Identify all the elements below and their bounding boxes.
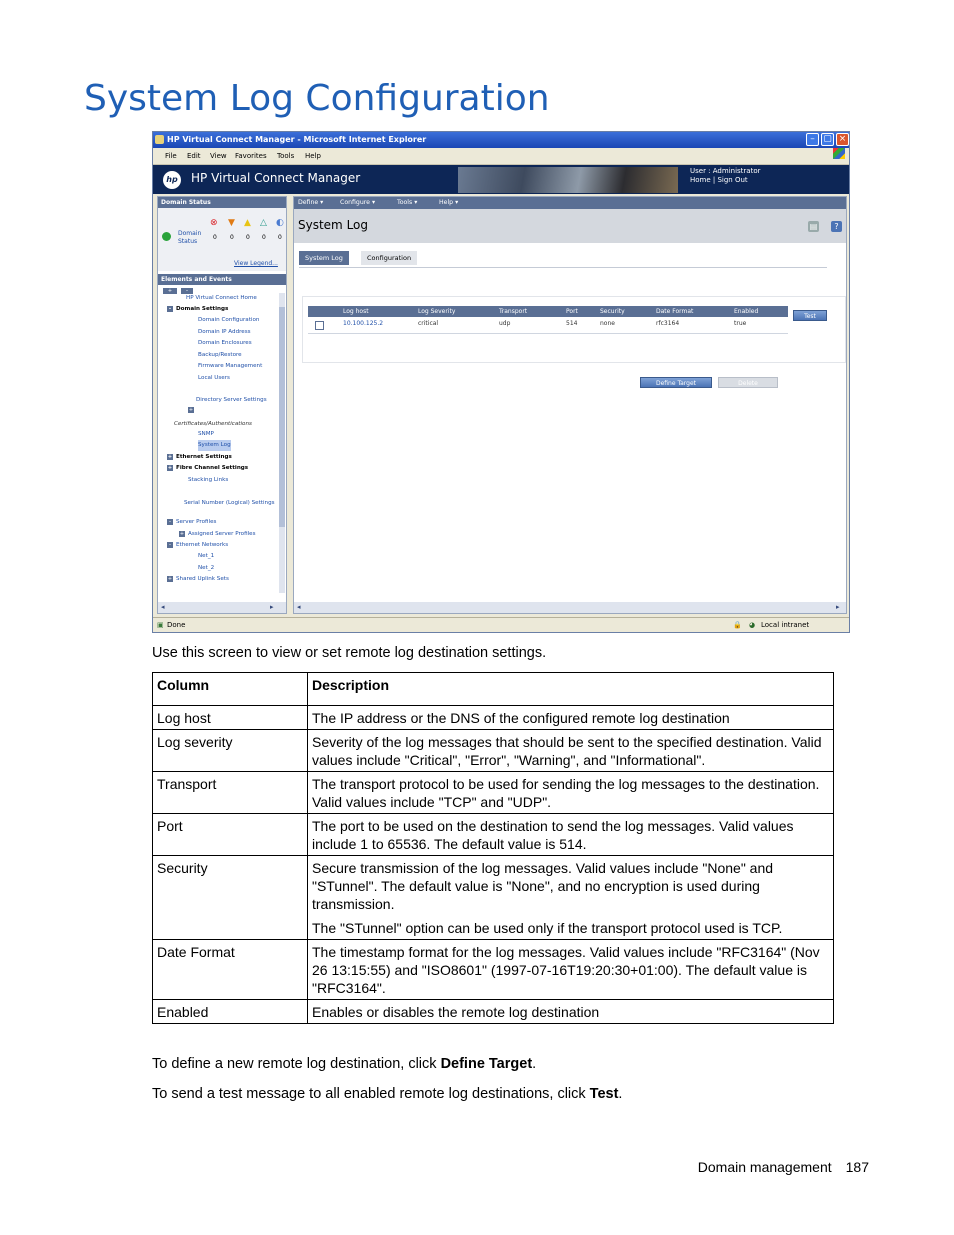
table-row [153, 730, 834, 772]
cell-date-format: rfc3164 [656, 320, 680, 327]
tree-item-label: Serial Number (Logical) Settings [184, 500, 275, 506]
column-name-cell: Transport [153, 772, 308, 814]
tree-item[interactable] [188, 475, 228, 486]
description-note: The "STunnel" option can be used only if the transport protocol used is TCP. [312, 920, 783, 936]
tree-item-label: Local Users [198, 375, 230, 381]
panel-header [294, 209, 846, 243]
tree-item-label: Ethernet Networks [176, 542, 229, 548]
browser-title-bar [153, 132, 849, 148]
grid-header [308, 306, 788, 317]
description-text: Severity of the log messages that should be sent to the specified destination. Valid values include "Critical", "Error", "Warning", and "Informational". [312, 734, 822, 768]
help-icon[interactable]: ? [831, 221, 842, 232]
cell-log-host[interactable]: 10.100.125.2 [343, 320, 384, 327]
header-photo [458, 167, 678, 193]
user-links[interactable]: Home | Sign Out [690, 176, 748, 184]
tree-item-label: Ethernet Settings [176, 454, 232, 460]
collapse-icon[interactable]: – [168, 305, 172, 312]
grid-header-log-host[interactable]: Log host [343, 308, 369, 315]
test-term: Test [589, 1086, 619, 1102]
page-title: System Log Configuration [84, 78, 550, 119]
tree-item-label: Firmware Management [198, 363, 263, 369]
tree-item[interactable] [167, 540, 228, 551]
tree-item[interactable] [167, 304, 228, 315]
user-line: User : Administrator [690, 167, 761, 175]
browser-menu-bar [153, 148, 849, 165]
tree-item-label: Server Profiles [176, 519, 217, 525]
minimize-icon[interactable]: – [806, 133, 819, 146]
tree-item-label: Domain Configuration [198, 317, 260, 323]
table-row [153, 856, 834, 940]
description-text: The transport protocol to be used for sending the log messages to the destination. Valid values include "TCP" and "UDP". [312, 776, 820, 810]
tree-item[interactable] [198, 373, 230, 384]
tree-item-label: Domain IP Address [198, 329, 251, 335]
tree-item[interactable] [198, 551, 214, 562]
panel-title: System Log [298, 218, 368, 232]
grid-header-enabled[interactable]: Enabled [734, 308, 759, 315]
tree-item[interactable] [179, 529, 256, 540]
tree-item-label: Certificates/Authentications [174, 421, 252, 427]
tree-item-label: Domain Settings [176, 306, 229, 312]
tree-item-label: System Log [198, 442, 231, 448]
major-icon: ▼ [228, 218, 235, 228]
description-text: Secure transmission of the log messages. Valid values include "None" and "STunnel". The default value is "None", and no encryption is used during transmission. [312, 860, 774, 912]
tree-item-label: Net_1 [198, 553, 215, 559]
app-header [153, 165, 849, 194]
define-instruction [152, 1056, 536, 1072]
description-cell [308, 1000, 834, 1024]
collapse-icon[interactable]: – [168, 518, 172, 525]
table-body [153, 706, 834, 1024]
table-row [153, 1000, 834, 1024]
tab-system-log[interactable]: System Log [299, 251, 349, 265]
count-major: 0 [230, 234, 234, 241]
expand-icon[interactable]: + [167, 453, 173, 460]
menu-tools[interactable]: Tools [277, 152, 295, 160]
info-icon: ◐ [276, 218, 284, 228]
warning-icon: △ [260, 218, 267, 228]
cell-port: 514 [566, 320, 578, 327]
row-checkbox[interactable] [315, 321, 324, 330]
column-description-table [152, 672, 834, 1024]
table-header-description: Description [308, 673, 834, 706]
elements-events-header[interactable]: Elements and Events [158, 274, 286, 285]
toolbar-define[interactable]: Define ▾ [298, 199, 324, 206]
scroll-left-icon[interactable]: ◂ [297, 603, 301, 611]
cell-transport: udp [499, 320, 511, 327]
description-text: The port to be used on the destination to send the log messages. Valid values include 1 to 65536. The default value is 514. [312, 818, 794, 852]
table-row[interactable] [308, 317, 788, 334]
grid-header-transport[interactable]: Transport [499, 308, 528, 315]
define-text: To define a new remote log destination, click [152, 1056, 441, 1072]
tree-item[interactable] [167, 517, 216, 528]
tree-item-label: HP Virtual Connect Home [186, 295, 257, 301]
count-warning: 0 [262, 234, 266, 241]
column-name-cell: Date Format [153, 940, 308, 1000]
description-text: The timestamp format for the log messages. Valid values include "RFC3164" (Nov 26 13:15:55) and "ISO8601" (1997-07-16T19:20:30+01:00). The default value is "RFC3164". [312, 944, 820, 996]
tree-item[interactable] [198, 563, 214, 574]
cell-log-severity: critical [418, 320, 439, 327]
grid-header-date-format[interactable]: Date Format [656, 308, 694, 315]
tree-item[interactable] [196, 395, 267, 406]
menu-help[interactable]: Help [305, 152, 321, 160]
tree-item-label: Assigned Server Profiles [188, 531, 256, 537]
collapse-all-icon[interactable]: – [181, 288, 193, 294]
cell-security: none [600, 320, 615, 327]
page-done-icon: ▣ [157, 621, 164, 629]
tree-item[interactable] [167, 452, 232, 463]
browser-status-bar [153, 617, 849, 633]
count-info: 0 [278, 234, 282, 241]
table-header-row [153, 673, 834, 706]
expand-icon[interactable]: + [167, 464, 173, 471]
ok-status-icon [162, 232, 171, 241]
tab-configuration[interactable]: Configuration [361, 251, 417, 265]
tree-item[interactable] [184, 498, 275, 509]
expand-icon[interactable]: + [167, 575, 173, 582]
tree-item-label: Net_2 [198, 565, 215, 571]
table-row [153, 940, 834, 1000]
grid-header-port[interactable]: Port [566, 308, 578, 315]
app-name: HP Virtual Connect Manager [191, 171, 361, 185]
column-name-cell: Enabled [153, 1000, 308, 1024]
left-horizontal-scrollbar[interactable] [158, 602, 286, 613]
count-critical: 0 [213, 234, 217, 241]
page-number: 187 [845, 1159, 869, 1175]
navigation-tree [158, 293, 286, 603]
define-suffix: . [532, 1056, 537, 1072]
left-scrollbar-thumb[interactable] [279, 307, 285, 527]
print-icon[interactable]: ▤ [809, 222, 818, 231]
page-footer [698, 1159, 869, 1175]
test-button[interactable]: Test [793, 310, 827, 321]
tree-item[interactable] [167, 574, 229, 585]
status-done: Done [167, 621, 186, 629]
expand-icon[interactable]: + [179, 530, 185, 537]
tree-item[interactable] [198, 327, 251, 338]
toolbar-help[interactable]: Help ▾ [439, 199, 459, 206]
scroll-right-icon[interactable]: ▸ [270, 603, 274, 611]
tree-item[interactable] [198, 429, 214, 440]
toolbar-tools[interactable]: Tools ▾ [397, 199, 418, 206]
cell-enabled: true [734, 320, 747, 327]
tree-item[interactable] [198, 315, 259, 326]
domain-status-area [158, 208, 286, 271]
tree-item-label: Backup/Restore [198, 352, 242, 358]
description-cell [308, 856, 834, 940]
tree-item-label: Domain Enclosures [198, 340, 252, 346]
maximize-icon[interactable]: ▢ [821, 133, 834, 146]
table-header-column: Column [153, 673, 308, 706]
column-name-cell: Log host [153, 706, 308, 730]
define-target-button[interactable]: Define Target [640, 377, 712, 388]
expand-icon[interactable]: + [188, 407, 194, 413]
left-panel [157, 196, 287, 614]
test-instruction [152, 1086, 622, 1102]
domain-status-header[interactable]: Domain Status [158, 197, 286, 208]
description-cell [308, 940, 834, 1000]
menu-view[interactable]: View [210, 152, 227, 160]
browser-window-title: HP Virtual Connect Manager - Microsoft Internet Explorer [167, 135, 427, 144]
tree-item[interactable] [198, 350, 242, 361]
table-row [153, 706, 834, 730]
close-icon[interactable]: × [836, 133, 849, 146]
description-cell [308, 814, 834, 856]
description-cell [308, 730, 834, 772]
user-info [690, 167, 760, 185]
delete-button: Delete [718, 377, 778, 388]
intranet-icon: ◕ [749, 621, 756, 629]
ui-screenshot [152, 131, 850, 633]
table-row [153, 772, 834, 814]
tree-item-label: Shared Uplink Sets [176, 576, 229, 582]
count-minor: 0 [246, 234, 250, 241]
test-suffix: . [618, 1086, 623, 1102]
description-text: The IP address or the DNS of the configured remote log destination [312, 710, 730, 726]
tree-item-label: SNMP [198, 431, 214, 437]
content-horizontal-scrollbar[interactable] [294, 602, 846, 613]
status-zone: Local intranet [761, 621, 810, 629]
tree-item[interactable] [198, 361, 262, 372]
hp-logo-icon: hp [163, 171, 181, 189]
toolbar-configure[interactable]: Configure ▾ [340, 199, 376, 206]
app-toolbar [294, 197, 846, 209]
scroll-left-icon[interactable]: ◂ [161, 603, 165, 611]
tree-item[interactable] [198, 338, 252, 349]
expand-all-icon[interactable]: + [163, 288, 177, 294]
scroll-right-icon[interactable]: ▸ [836, 603, 840, 611]
footer-section: Domain management [697, 1159, 832, 1175]
tree-item-label: Directory Server Settings [196, 397, 267, 403]
grid-header-security[interactable]: Security [600, 308, 625, 315]
description-text: Enables or disables the remote log destination [312, 1004, 600, 1020]
menu-favorites[interactable]: Favorites [235, 152, 267, 160]
minor-icon: ▲ [244, 218, 251, 228]
critical-icon: ⊗ [210, 218, 218, 228]
intro-text: Use this screen to view or set remote log destination settings. [152, 645, 547, 661]
column-name-cell: Port [153, 814, 308, 856]
menu-file[interactable]: File [165, 152, 177, 160]
ie-page-icon [155, 135, 164, 144]
table-row [153, 814, 834, 856]
description-cell [308, 706, 834, 730]
column-name-cell: Log severity [153, 730, 308, 772]
description-cell [308, 772, 834, 814]
test-text: To send a test message to all enabled remote log destinations, click [152, 1086, 590, 1102]
domain-status-link[interactable]: Domain Status [178, 230, 202, 245]
column-name-cell: Security [153, 856, 308, 940]
tree-item-label: Fibre Channel Settings [176, 465, 249, 471]
tree-item[interactable] [186, 293, 257, 304]
tree-item[interactable] [198, 440, 231, 451]
grid-header-log-severity[interactable]: Log Severity [418, 308, 456, 315]
collapse-icon[interactable]: – [168, 541, 172, 548]
menu-edit[interactable]: Edit [187, 152, 201, 160]
tab-divider [299, 267, 827, 268]
tree-item[interactable] [167, 463, 248, 474]
lock-icon: 🔒 [733, 621, 742, 629]
tree-item-label: Stacking Links [188, 477, 229, 483]
windows-flag-icon [833, 148, 845, 159]
content-panel [293, 196, 847, 614]
view-legend-link[interactable]: View Legend... [234, 260, 278, 267]
define-target-term: Define Target [440, 1056, 533, 1072]
